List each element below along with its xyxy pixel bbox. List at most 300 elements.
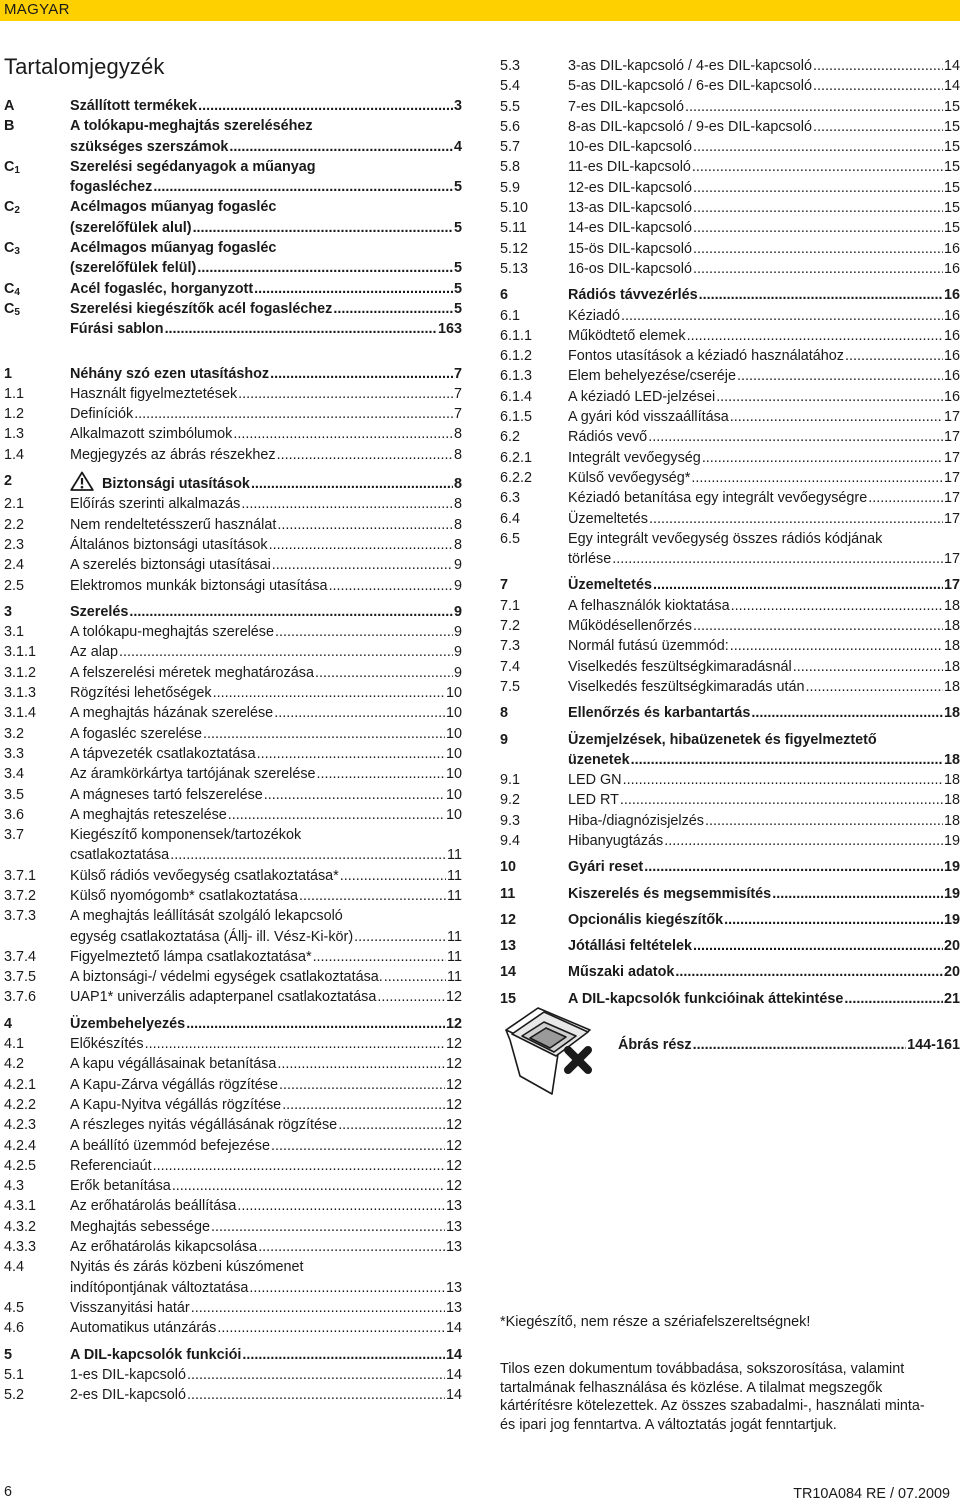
toc-entry-number: 5.5 (500, 98, 521, 115)
toc-entry[interactable] (4, 1156, 462, 1176)
toc-entry[interactable] (500, 770, 960, 790)
toc-entry-number: 6.1.5 (500, 409, 533, 426)
toc-dot-leader (277, 445, 453, 465)
toc-entry-number: 5.9 (500, 179, 521, 196)
toc-entry[interactable] (4, 602, 462, 622)
toc-entry-number: 2 (4, 473, 13, 490)
toc-entry[interactable] (500, 157, 960, 177)
toc-entry[interactable] (4, 319, 462, 339)
toc-dot-leader (237, 1196, 445, 1216)
toc-entry-text: Biztonsági utasítások (70, 471, 250, 494)
toc-entry-text: A kéziadó LED-jelzései (568, 388, 716, 405)
toc-entry-page: 16 (943, 348, 960, 365)
toc-entry[interactable] (4, 1176, 462, 1196)
toc-dot-leader (193, 218, 453, 238)
toc-dot-leader (145, 1034, 445, 1054)
toc-entry[interactable] (4, 1014, 462, 1034)
toc-entry[interactable] (500, 407, 960, 427)
toc-dot-leader (279, 1075, 445, 1095)
toc-entry-text: Működtető elemek (568, 327, 686, 344)
toc-entry-page: 18 (943, 678, 960, 695)
toc-entry-page: 18 (943, 658, 960, 675)
toc-entry-number: 3.7.2 (4, 887, 37, 904)
toc-entry[interactable] (500, 884, 960, 904)
toc-entry-page: 13 (445, 1218, 462, 1235)
toc-entry[interactable] (4, 576, 462, 596)
toc-entry[interactable] (4, 494, 462, 514)
toc-entry[interactable] (4, 1385, 462, 1405)
toc-entry-page: 18 (943, 618, 960, 635)
toc-dot-leader (317, 764, 445, 784)
toc-entry-number: 4.2 (4, 1056, 25, 1073)
toc-entry[interactable] (4, 825, 462, 866)
toc-entry[interactable] (4, 471, 462, 494)
toc-dot-leader (693, 198, 943, 218)
toc-entry-page: 11 (447, 928, 462, 945)
toc-entry[interactable] (500, 936, 960, 956)
toc-entry[interactable] (500, 636, 960, 656)
toc-entry[interactable] (4, 238, 462, 279)
toc-entry-page: 10 (445, 745, 462, 762)
toc-entry-number: 15 (500, 990, 517, 1007)
toc-entry[interactable] (500, 831, 960, 851)
toc-entry-number: 3.7.3 (4, 908, 37, 925)
toc-entry[interactable] (4, 1054, 462, 1074)
toc-entry[interactable] (500, 790, 960, 810)
toc-dot-leader (275, 622, 453, 642)
toc-entry-page: 21 (943, 990, 960, 1007)
toc-entry[interactable] (500, 178, 960, 198)
toc-entry[interactable] (500, 811, 960, 831)
toc-entry[interactable] (4, 1136, 462, 1156)
toc-entry[interactable] (500, 117, 960, 137)
toc-entry[interactable] (500, 239, 960, 259)
toc-entry-text: fogasléchez (70, 179, 153, 196)
toc-entry-page: 19 (943, 885, 960, 902)
toc-entry-page: 13 (445, 1299, 462, 1316)
toc-dot-leader (119, 642, 453, 662)
toc-entry-number: 4.3 (4, 1178, 25, 1195)
toc-entry-text: A Kapu-Nyitva végállás rögzítése (70, 1096, 282, 1113)
toc-entry[interactable] (4, 724, 462, 744)
toc-dot-leader (693, 239, 943, 259)
toc-entry-page: 8 (453, 496, 462, 513)
toc-dot-leader (333, 299, 453, 319)
toc-entry[interactable] (4, 967, 462, 987)
toc-entry[interactable] (4, 364, 462, 384)
toc-entry-page: 8 (453, 536, 462, 553)
toc-entry[interactable] (4, 663, 462, 683)
toc-dot-leader (685, 97, 943, 117)
toc-entry[interactable] (500, 857, 960, 877)
toc-entry[interactable] (500, 346, 960, 366)
toc-dot-leader (251, 474, 453, 494)
toc-entry-number: 14 (500, 964, 517, 981)
toc-entry[interactable] (4, 1095, 462, 1115)
toc-entry-page: 12 (445, 1117, 462, 1134)
toc-entry-page: 15 (943, 118, 960, 135)
toc-entry-page: 16 (943, 327, 960, 344)
toc-entry-number: 8 (500, 705, 509, 722)
toc-entry[interactable] (4, 703, 462, 723)
toc-entry-number: 2.3 (4, 536, 25, 553)
toc-entry-text: Rádiós távvezérlés (568, 287, 698, 304)
toc-entry-number: 4.2.1 (4, 1076, 37, 1093)
toc-dot-leader (129, 602, 453, 622)
toc-entry[interactable] (4, 299, 462, 319)
toc-entry-number: 3.6 (4, 806, 25, 823)
toc-dot-leader (249, 1278, 445, 1298)
toc-entry-number: 4.3.1 (4, 1198, 37, 1215)
toc-dot-leader (845, 346, 943, 366)
toc-entry-number: 4.2.3 (4, 1117, 37, 1134)
toc-entry[interactable] (4, 279, 462, 299)
toc-dot-leader (269, 535, 453, 555)
toc-entry-page: 16 (943, 307, 960, 324)
toc-entry[interactable] (4, 1075, 462, 1095)
toc-dot-leader (691, 468, 943, 488)
toc-entry-page: 5 (453, 280, 462, 297)
toc-entry-text: Üzembehelyezés (70, 1015, 186, 1032)
toc-entry[interactable] (500, 677, 960, 697)
toc-entry[interactable] (4, 886, 462, 906)
toc-entry[interactable] (500, 56, 960, 76)
toc-entry-text: Előkészítés (70, 1036, 144, 1053)
toc-entry[interactable] (4, 1345, 462, 1365)
toc-entry-number: 4.4 (4, 1259, 25, 1276)
toc-entry[interactable] (500, 962, 960, 982)
toc-entry-text: Használt figyelmeztetések (70, 385, 238, 402)
toc-entry-text: Nem rendeltetésszerű használat (70, 516, 277, 533)
toc-dot-leader (693, 218, 943, 238)
toc-dot-leader (153, 177, 453, 197)
toc-entry-text: Integrált vevőegység (568, 449, 701, 466)
toc-entry-page: 12 (445, 1056, 462, 1073)
toc-entry-page: 19 (943, 859, 960, 876)
toc-dot-leader (257, 744, 445, 764)
toc-entry-page: 18 (943, 751, 960, 768)
toc-entry-page: 7 (453, 385, 462, 402)
toc-entry-number: 9.3 (500, 812, 521, 829)
toc-entry-page: 15 (943, 159, 960, 176)
toc-entry-number: 6.2.1 (500, 449, 533, 466)
toc-entry-number: 1.2 (4, 406, 25, 423)
toc-entry-text: Jótállási feltételek (568, 938, 692, 955)
toc-entry[interactable] (500, 326, 960, 346)
toc-entry[interactable] (500, 616, 960, 636)
toc-entry[interactable] (500, 76, 960, 96)
toc-entry-page: 144-161 (907, 1037, 960, 1054)
toc-entry-page: 10 (445, 786, 462, 803)
toc-entry-number: $C_4$ (4, 280, 20, 298)
toc-entry-text: Automatikus utánzárás (70, 1320, 217, 1337)
toc-entry-page: 3 (453, 98, 462, 114)
toc-entry-text: Az erőhatárolás beállítása (70, 1198, 237, 1215)
toc-entry-number: 3.1.2 (4, 664, 37, 681)
toc-dot-leader (272, 555, 453, 575)
toc-entry-text: Az alap (70, 644, 118, 661)
toc-dot-leader (172, 1176, 445, 1196)
toc-entry[interactable] (4, 515, 462, 535)
toc-entry-number: 7 (500, 577, 509, 594)
toc-entry-text: Külső nyomógomb* csatlakoztatása (70, 887, 298, 904)
toc-entry[interactable] (4, 96, 462, 116)
toc-entry[interactable] (500, 218, 960, 238)
toc-dot-leader (731, 596, 943, 616)
toc-entry-number: 6.2 (500, 429, 521, 446)
toc-entry-text: szükséges szerszámok (70, 138, 229, 155)
toc-entry[interactable] (500, 366, 960, 386)
toc-entry[interactable] (4, 555, 462, 575)
toc-dot-leader (299, 886, 446, 906)
toc-entry-text: 10-es DIL-kapcsoló (568, 139, 692, 156)
toc-entry[interactable] (4, 1365, 462, 1385)
toc-entry-text: Rögzítési lehetőségek (70, 685, 212, 702)
toc-dot-leader (258, 1237, 445, 1257)
toc-entry[interactable] (4, 744, 462, 764)
toc-entry-text: A DIL-kapcsolók funkcióinak áttekintése (568, 990, 844, 1007)
toc-entry[interactable] (4, 1257, 462, 1298)
toc-entry-text: 15-ös DIL-kapcsoló (568, 240, 692, 257)
toc-entry-number: 5 (4, 1346, 13, 1363)
toc-dot-leader (241, 494, 453, 514)
toc-entry-number: 3.1.4 (4, 705, 37, 722)
toc-entry[interactable] (4, 785, 462, 805)
toc-entry-text: csatlakoztatása (70, 847, 170, 864)
toc-entry[interactable] (4, 424, 462, 444)
toc-entry-text: Külső vevőegység* (568, 469, 691, 486)
toc-dot-leader (806, 677, 943, 697)
toc-entry-number: 2.5 (4, 577, 25, 594)
toc-dot-leader (620, 790, 943, 810)
toc-entry[interactable] (4, 445, 462, 465)
toc-entry[interactable] (4, 1034, 462, 1054)
toc-entry[interactable] (4, 947, 462, 967)
warning-triangle-icon (70, 471, 94, 491)
toc-entry[interactable] (500, 730, 960, 771)
toc-dot-leader (191, 1298, 445, 1318)
toc-entry[interactable] (4, 987, 462, 1007)
toc-dot-leader (724, 910, 943, 930)
toc-entry[interactable] (4, 805, 462, 825)
toc-entry-text: Figyelmeztető lámpa csatlakoztatása* (70, 948, 312, 965)
toc-entry-number: 6.4 (500, 510, 521, 527)
toc-entry-text: 12-es DIL-kapcsoló (568, 179, 692, 196)
toc-entry-number: 6.1.2 (500, 348, 533, 365)
toc-entry[interactable] (500, 198, 960, 218)
toc-entry[interactable] (500, 468, 960, 488)
toc-entry[interactable] (500, 259, 960, 279)
toc-dot-leader (644, 857, 943, 877)
toc-dot-leader (793, 657, 943, 677)
toc-entry-page: 5 (453, 179, 462, 196)
toc-entry[interactable] (500, 97, 960, 117)
toc-entry-page: 14 (943, 58, 960, 74)
toc-entry[interactable] (4, 404, 462, 424)
toc-dot-leader (242, 1345, 445, 1365)
toc-entry[interactable] (4, 764, 462, 784)
toc-entry-text: Nyitás és zárás közbeni kúszómenet (70, 1259, 304, 1276)
toc-dot-leader (705, 811, 943, 831)
toc-entry-text: A fogasléc szerelése (70, 725, 202, 742)
toc-entry-page: 17 (943, 429, 960, 446)
toc-entry[interactable] (4, 683, 462, 703)
toc-dot-leader (664, 831, 943, 851)
toc-entry-page: 7 (453, 406, 462, 423)
toc-entry-abras-resz[interactable] (618, 1037, 960, 1053)
toc-entry[interactable] (500, 529, 960, 570)
toc-entry-number: 7.4 (500, 658, 521, 675)
toc-entry-page: 18 (943, 638, 960, 655)
toc-dot-leader (233, 424, 453, 444)
toc-entry[interactable] (500, 703, 960, 723)
toc-entry-page: 7 (453, 365, 462, 382)
toc-dot-leader (612, 549, 943, 569)
toc-entry[interactable] (500, 448, 960, 468)
toc-entry[interactable] (4, 1115, 462, 1135)
toc-entry-number: 6.1 (500, 307, 521, 324)
toc-dot-leader (134, 404, 453, 424)
toc-entry[interactable] (4, 866, 462, 886)
toc-dot-leader (631, 750, 943, 770)
toc-entry[interactable] (500, 306, 960, 326)
toc-entry-text: Elem behelyezése/cseréje (568, 368, 736, 385)
toc-entry[interactable] (500, 910, 960, 930)
toc-dot-leader (170, 845, 446, 865)
toc-entry-page: 18 (943, 597, 960, 614)
toc-entry-number: 5.3 (500, 58, 521, 74)
toc-entry[interactable] (4, 197, 462, 238)
toc-entry-text: Szerelési segédanyagok a műanyag (70, 158, 316, 175)
toc-entry[interactable] (4, 1217, 462, 1237)
toc-dot-leader (264, 785, 445, 805)
toc-entry-text: Opcionális kiegészítők (568, 911, 724, 928)
toc-entry-page: 15 (943, 179, 960, 196)
toc-entry-text: Egy integrált vevőegység összes rádiós kódjának (568, 530, 883, 547)
toc-entry-number: 5.13 (500, 260, 529, 277)
toc-entry[interactable] (4, 1196, 462, 1216)
toc-entry-number: $C_5$ (4, 300, 20, 318)
toc-entry-number: 13 (500, 938, 517, 955)
toc-entry[interactable] (4, 1318, 462, 1338)
toc-entry[interactable] (4, 642, 462, 662)
toc-entry-text: A mágneses tartó felszerelése (70, 786, 263, 803)
toc-entry-page: 8 (453, 426, 462, 443)
toc-entry[interactable] (500, 657, 960, 677)
toc-entry-text: (szerelőfülek felül) (70, 260, 197, 277)
toc-entry-text: 5-as DIL-kapcsoló / 6-es DIL-kapcsoló (568, 78, 812, 95)
toc-entry-text: Definíciók (70, 406, 134, 423)
toc-entry[interactable] (4, 622, 462, 642)
toc-dot-leader (203, 724, 445, 744)
toc-entry[interactable] (4, 906, 462, 947)
toc-entry-number: 9.4 (500, 832, 521, 849)
toc-entry-page: 5 (453, 300, 462, 317)
toc-dot-leader (813, 117, 943, 137)
toc-entry-number: 3.4 (4, 766, 25, 783)
toc-entry-number: A (4, 98, 15, 114)
toc-entry-number: 4.2.2 (4, 1096, 37, 1113)
toc-entry-number: 4.2.4 (4, 1137, 37, 1154)
toc-entry[interactable] (4, 384, 462, 404)
toc-dot-leader (377, 987, 445, 1007)
toc-entry-page: 17 (943, 551, 960, 568)
toc-entry-text: A beállító üzemmód befejezése (70, 1137, 270, 1154)
toc-entry-page: 19 (943, 832, 960, 849)
toc-entry[interactable] (4, 157, 462, 198)
toc-entry-number: 7.3 (500, 638, 521, 655)
toc-dot-leader (186, 1014, 445, 1034)
toc-dot-leader (187, 1365, 445, 1385)
toc-dot-leader (282, 1095, 445, 1115)
toc-entry[interactable] (500, 387, 960, 407)
toc-entry-page: 14 (943, 78, 960, 95)
toc-entry-text: Erők betanítása (70, 1178, 171, 1195)
toc-entry-text: Fontos utasítások a kéziadó használatához (568, 348, 844, 365)
toc-entry-number: 5.4 (500, 78, 521, 95)
toc-dot-leader (772, 884, 943, 904)
toc-dot-leader (730, 636, 943, 656)
toc-entry-number: 6.3 (500, 490, 521, 507)
toc-entry-number: 5.11 (500, 220, 527, 237)
toc-entry-text: A tápvezeték csatlakoztatása (70, 745, 256, 762)
toc-entry-text: Referenciaút (70, 1157, 152, 1174)
toc-entry-text: A részleges nyitás végállásának rögzítése (70, 1117, 338, 1134)
toc-entry-number: 5.1 (4, 1366, 25, 1383)
toc-entry[interactable] (4, 535, 462, 555)
toc-entry[interactable] (500, 488, 960, 508)
toc-entry-number: 3.7.6 (4, 989, 37, 1006)
toc-dot-leader (813, 56, 943, 76)
toc-entry-number: 2.2 (4, 516, 25, 533)
toc-entry-page: 9 (453, 557, 462, 574)
toc-entry-text: A felszerelési méretek meghatározása (70, 664, 314, 681)
toc-entry[interactable] (4, 1298, 462, 1318)
toc-entry[interactable] (4, 1237, 462, 1257)
toc-entry-number: 3.7.4 (4, 948, 37, 965)
toc-entry-page: 8 (453, 446, 462, 463)
toc-entry[interactable] (500, 285, 960, 305)
toc-entry-number: 4.2.5 (4, 1157, 37, 1174)
toc-entry[interactable] (500, 575, 960, 595)
toc-entry-text: Az erőhatárolás kikapcsolása (70, 1239, 258, 1256)
toc-entry[interactable] (500, 596, 960, 616)
toc-entry-number: 9.2 (500, 792, 521, 809)
toc-entry-page: 10 (445, 705, 462, 722)
toc-entry-text: Ellenőrzés és karbantartás (568, 705, 751, 722)
toc-entry-page: 11 (447, 867, 462, 884)
toc-entry-page: 18 (943, 792, 960, 809)
toc-dot-leader (313, 947, 446, 967)
toc-dot-leader (229, 137, 453, 157)
toc-dot-leader (211, 1217, 445, 1237)
toc-entry-page: 9 (453, 603, 462, 620)
toc-dot-leader (621, 306, 943, 326)
toc-entry-number: 3.1 (4, 624, 25, 641)
toc-dot-leader (868, 488, 943, 508)
toc-entry-number: 4.3.3 (4, 1239, 37, 1256)
toc-entry-text: Acél fogasléc, horganyzott (70, 280, 254, 297)
toc-entry[interactable] (500, 427, 960, 447)
toc-entry[interactable] (500, 509, 960, 529)
toc-dot-leader (687, 326, 943, 346)
toc-entry-number: 6 (500, 287, 509, 304)
toc-entry[interactable] (4, 116, 462, 157)
toc-entry-text: Előírás szerinti alkalmazás (70, 496, 241, 513)
toc-entry-page: 12 (445, 1096, 462, 1113)
toc-entry[interactable] (500, 137, 960, 157)
toc-entry-page: 11 (447, 969, 462, 986)
